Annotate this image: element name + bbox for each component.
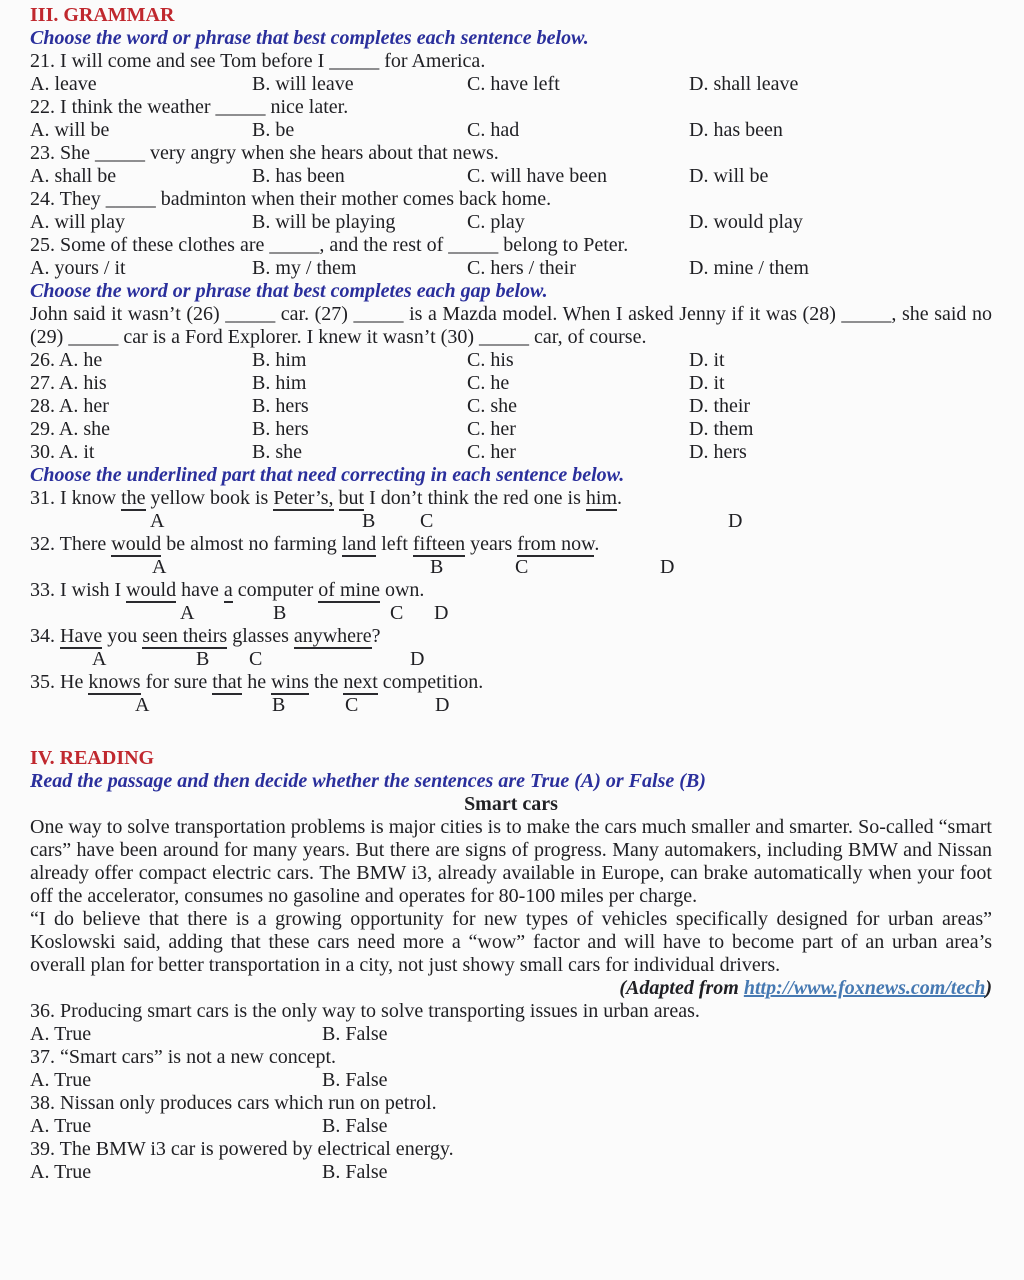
option-23-c: C. will have been [467,165,607,187]
question-number: 35. [30,671,60,693]
cloze-26-a [30,349,252,372]
option-28-d: D. their [689,395,751,417]
option-30-b: B. she [252,441,302,463]
question-37: 37. “Smart cars” is not a new concept. [30,1046,337,1068]
reading-section [30,747,992,1184]
option-26-b: B. him [252,349,307,371]
option-37-b: B. False [322,1069,388,1091]
question-number: 29. [30,418,59,440]
source-link[interactable]: http://www.foxnews.com/tech [743,977,986,999]
option-22-c: C. had [467,119,520,141]
answer-letters-row-35 [30,694,992,717]
question-24: 24. They _____ badminton when their mother comes back home. [30,188,552,210]
question-33: 33. I wish I would have a computer of mine own. [30,579,425,601]
grammar-instruction-correction: Choose the underlined part that need correcting in each sentence below. [30,464,625,486]
question-22: 22. I think the weather _____ nice later. [30,96,349,118]
tf-options-row-37 [30,1069,992,1092]
option-37-a: A. True [30,1069,92,1091]
letter-c: C [345,694,359,716]
answer-letters-row-32 [30,556,992,579]
underlined-part-b: land [341,533,377,555]
letter-d: D [660,556,675,578]
option-21-d: D. shall leave [689,73,799,95]
letter-a: A [92,648,107,670]
question-21: 21. I will come and see Tom before I _____ for America. [30,50,486,72]
option-26-a: A. he [58,349,103,371]
question-number: 34. [30,625,60,647]
cloze-28-a [30,395,252,418]
underlined-part-a: would [111,533,162,555]
underlined-part-bc: seen theirs [142,625,228,647]
cloze-options-row-29 [30,418,992,441]
tf-options-row-38 [30,1115,992,1138]
underlined-part-cd: of mine [318,579,380,601]
tf-options-row-36 [30,1023,992,1046]
cloze-passage: John said it wasn’t (26) _____ car. (27) _____ is a Mazda model. When I asked Jenny if it was (28) _____, she said no (29) _____ car is a Ford Explorer. I knew it wasn’t (30) _____ car, of course. [30,303,992,348]
cloze-29-a [30,418,252,441]
question-23: 23. She _____ very angry when she hears about that news. [30,142,499,164]
option-25-c: C. hers / their [467,257,576,279]
underlined-part-b: a [223,579,233,601]
underlined-part-d: him [585,487,618,509]
option-36-b: B. False [322,1023,388,1045]
option-24-d: D. would play [689,211,803,233]
question-number: 31. [30,487,60,509]
option-21-c: C. have left [467,73,560,95]
underlined-part-b: Peter’s, [273,487,334,509]
options-row-23 [30,165,992,188]
grammar-instruction-gap: Choose the word or phrase that best completes each gap below. [30,280,548,302]
tf-options-row-39 [30,1161,992,1184]
letter-a: A [180,602,195,624]
letter-c: C [390,602,404,624]
options-row-22 [30,119,992,142]
options-row-21 [30,73,992,96]
option-30-a: A. it [58,441,95,463]
answer-letters-row-34 [30,648,992,671]
option-23-a: A. shall be [30,165,117,187]
cloze-options-row-28 [30,395,992,418]
letter-a: A [152,556,167,578]
option-30-c: C. her [467,441,516,463]
options-row-25 [30,257,992,280]
underlined-part-d: from now [517,533,595,555]
option-24-c: C. play [467,211,525,233]
letter-b: B [362,510,376,532]
letter-c: C [515,556,529,578]
option-22-b: B. be [252,119,295,141]
options-row-24 [30,211,992,234]
answer-letters-row-33 [30,602,992,625]
question-36: 36. Producing smart cars is the only way to solve transporting issues in urban areas. [30,1000,700,1022]
letter-b: B [430,556,444,578]
option-28-a: A. her [58,395,109,417]
option-22-d: D. has been [689,119,783,141]
question-number: 30. [30,441,59,463]
option-38-b: B. False [322,1115,388,1137]
passage-paragraph-1: One way to solve transportation problems is major cities is to make the cars much smaller and smarter. So-called “smart cars” have been around for many years. But there are signs of progress. Many automakers, including BMW and Nissan already offer compact electric cars. The BMW i3, already available in Europe, can brake automatically when your foot off the accelerator, consumes no gasoline and operates for 80-100 miles per charge. [30,816,992,907]
option-23-d: D. will be [689,165,769,187]
option-28-c: C. she [467,395,517,417]
question-35: 35. He knows for sure that he wins the next competition. [30,671,484,693]
underlined-part-a: would [126,579,177,601]
option-26-c: C. his [467,349,514,371]
option-29-a: A. she [58,418,111,440]
source-attribution: (Adapted from http://www.foxnews.com/tech) [619,977,992,999]
option-30-d: D. hers [689,441,747,463]
option-23-b: B. has been [252,165,345,187]
option-21-a: A. leave [30,73,97,95]
option-22-a: A. will be [30,119,110,141]
option-39-a: A. True [30,1161,92,1183]
letter-c: C [420,510,434,532]
underlined-part-d: anywhere [293,625,372,647]
question-25: 25. Some of these clothes are _____, and the rest of _____ belong to Peter. [30,234,629,256]
letter-d: D [728,510,743,532]
passage-paragraph-2: “I do believe that there is a growing opportunity for new types of vehicles specifically designed for urban areas” Koslowski said, adding that these cars need more a “wow” factor and will have to become part of an urban area’s overall plan for better transportation in a city, not just showy small cars for individual drivers. [30,908,992,976]
cloze-options-row-26 [30,349,992,372]
passage-title: Smart cars [464,793,558,815]
underlined-part-b: that [212,671,243,693]
underlined-part-a: Have [60,625,103,647]
question-32: 32. There would be almost no farming land left fifteen years from now. [30,533,600,555]
question-number: 26. [30,349,59,371]
letter-b: B [196,648,210,670]
option-25-d: D. mine / them [689,257,809,279]
answer-letters-row-31 [30,510,992,533]
question-number: 28. [30,395,59,417]
option-27-c: C. he [467,372,510,394]
grammar-instruction-sentence: Choose the word or phrase that best completes each sentence below. [30,27,589,49]
letter-d: D [410,648,425,670]
option-27-b: B. him [252,372,307,394]
cloze-options-row-27 [30,372,992,395]
underlined-part-d: next [343,671,378,693]
grammar-heading: III. GRAMMAR [30,4,175,26]
option-24-b: B. will be playing [252,211,396,233]
question-38: 38. Nissan only produces cars which run on petrol. [30,1092,437,1114]
cloze-30-a [30,441,252,464]
option-29-b: B. hers [252,418,309,440]
letter-d: D [434,602,449,624]
question-number: 27. [30,372,59,394]
option-21-b: B. will leave [252,73,354,95]
underlined-part-c: fifteen [412,533,466,555]
option-29-c: C. her [467,418,516,440]
underlined-part-c: but [338,487,365,509]
option-38-a: A. True [30,1115,92,1137]
letter-a: A [150,510,165,532]
cloze-27-a [30,372,252,395]
letter-d: D [435,694,450,716]
cloze-options-row-30 [30,441,992,464]
option-36-a: A. True [30,1023,92,1045]
letter-c: C [249,648,263,670]
grammar-section [30,4,992,717]
reading-heading: IV. READING [30,747,155,769]
option-28-b: B. hers [252,395,309,417]
option-25-b: B. my / them [252,257,357,279]
letter-a: A [135,694,150,716]
question-39: 39. The BMW i3 car is powered by electrical energy. [30,1138,454,1160]
option-29-d: D. them [689,418,754,440]
reading-instruction: Read the passage and then decide whether the sentences are True (A) or False (B) [30,770,706,792]
option-27-d: D. it [689,372,725,394]
option-39-b: B. False [322,1161,388,1183]
underlined-part-a: knows [88,671,141,693]
letter-b: B [272,694,286,716]
underlined-part-c: wins [271,671,309,693]
option-26-d: D. it [689,349,725,371]
option-25-a: A. yours / it [30,257,126,279]
letter-b: B [273,602,287,624]
underlined-part-a: the [121,487,146,509]
question-31: 31. I know the yellow book is Peter’s, but I don’t think the red one is him. [30,487,623,509]
question-34: 34. Have you seen theirs glasses anywhere? [30,625,381,647]
option-24-a: A. will play [30,211,125,233]
question-number: 33. [30,579,60,601]
option-27-a: A. his [58,372,107,394]
question-number: 32. [30,533,60,555]
